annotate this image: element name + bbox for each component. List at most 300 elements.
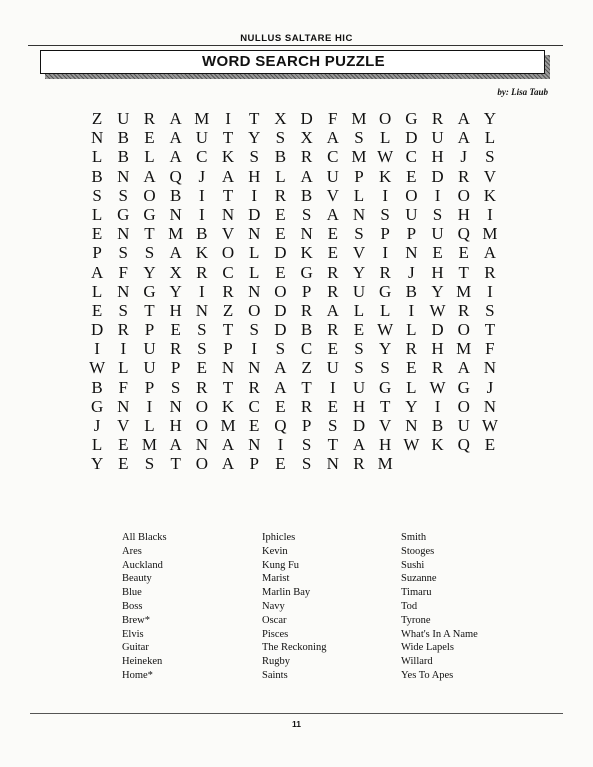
grid-letter: U [326, 358, 339, 378]
grid-letter: P [301, 416, 312, 435]
grid-letter: L [118, 358, 129, 378]
grid-letter: B [274, 147, 287, 167]
grid-letter: X [274, 109, 287, 128]
grid-letter: A [326, 300, 339, 320]
grid-letter: A [352, 435, 366, 455]
grid-letter: G [90, 396, 104, 416]
grid-letter: I [487, 204, 493, 224]
grid-letter: N [326, 454, 339, 474]
grid-letter: I [408, 300, 415, 320]
word-list-item: Marist [262, 573, 290, 585]
grid-letter: I [199, 185, 205, 205]
grid-letter: F [118, 262, 129, 282]
grid-letter: A [326, 128, 339, 148]
grid-letter: R [300, 147, 313, 167]
grid-letter: S [380, 358, 390, 378]
grid-letter: E [196, 358, 208, 378]
grid-letter: W [377, 147, 394, 167]
grid-letter: V [221, 224, 235, 244]
grid-letter: T [327, 435, 338, 455]
grid-letter: U [143, 358, 156, 378]
grid-letter: U [431, 224, 444, 244]
grid-letter: C [248, 396, 260, 416]
grid-letter: B [117, 128, 129, 148]
grid-letter: S [354, 128, 364, 148]
grid-letter: C [222, 262, 234, 282]
grid-letter: J [460, 147, 468, 167]
word-list-item: Rugby [262, 656, 291, 668]
grid-letter: D [274, 243, 287, 263]
grid-letter: D [248, 204, 261, 224]
word-list [122, 531, 541, 683]
grid-letter: P [144, 320, 155, 340]
grid-letter: S [354, 339, 364, 359]
grid-letter: O [143, 185, 156, 205]
grid-letter: B [196, 224, 208, 244]
grid-letter: E [327, 396, 338, 416]
grid-letter: G [143, 204, 156, 224]
grid-letter: A [221, 454, 235, 474]
grid-letter: R [196, 262, 208, 282]
grid-letter: S [249, 147, 259, 167]
grid-letter: L [91, 281, 103, 301]
grid-letter: N [221, 204, 235, 224]
grid-letter: N [169, 204, 182, 224]
grid-letter: W [429, 377, 446, 397]
grid-letter: V [379, 416, 392, 435]
grid-letter: T [222, 185, 234, 205]
grid-letter: R [431, 358, 444, 378]
grid-letter: S [249, 320, 259, 340]
grid-letter: I [382, 243, 388, 263]
grid-letter: M [351, 147, 367, 167]
word-list-item: Blue [122, 587, 142, 599]
grid-letter: A [274, 377, 287, 397]
grid-letter: U [405, 204, 418, 224]
grid-letter: I [251, 339, 258, 359]
word-column [122, 531, 262, 683]
grid-letter: W [89, 358, 106, 378]
grid-letter: I [251, 185, 258, 205]
grid-letter: N [352, 204, 366, 224]
grid-letter: L [379, 128, 391, 148]
grid-letter: P [301, 281, 312, 301]
grid-letter: T [144, 224, 155, 244]
grid-letter: T [301, 377, 312, 397]
grid-letter: G [117, 204, 130, 224]
grid-letter: R [117, 320, 129, 340]
grid-letter: K [195, 243, 208, 263]
grid-letter: H [352, 396, 366, 416]
grid-letter: J [408, 262, 415, 282]
grid-letter: L [379, 300, 391, 320]
grid-letter: A [457, 358, 470, 378]
grid-letter: N [117, 166, 130, 186]
grid-letter: Y [483, 109, 497, 128]
grid-letter: R [300, 300, 313, 320]
grid-letter: V [117, 416, 130, 435]
word-list-item: Home* [122, 669, 153, 681]
grid-letter: E [91, 224, 103, 244]
grid-letter: G [405, 109, 418, 128]
grid-letter: N [117, 281, 130, 301]
grid-letter: O [457, 320, 470, 340]
grid-letter: S [144, 243, 155, 263]
grid-letter: G [379, 281, 392, 301]
grid-letter: S [485, 147, 495, 167]
grid-letter: K [431, 435, 444, 455]
word-list-item: Iphicles [262, 532, 296, 543]
grid-letter: N [117, 224, 130, 244]
word-list-item: Wide Lapels [401, 642, 454, 654]
grid-letter: A [483, 243, 497, 263]
grid-letter: M [220, 416, 236, 435]
word-list-item: Oscar [262, 614, 287, 626]
grid-letter: U [117, 109, 130, 128]
word-list-item: Ares [122, 545, 142, 557]
grid-letter: N [90, 128, 104, 148]
puzzle-title: WORD SEARCH PUZZLE [202, 53, 385, 70]
grid-letter: J [486, 377, 494, 397]
letter-grid [84, 109, 503, 474]
grid-letter: G [300, 262, 313, 282]
grid-letter: C [405, 147, 418, 167]
grid-letter: I [94, 339, 100, 359]
grid-letter: S [432, 204, 443, 224]
page-number: 11 [292, 719, 301, 729]
grid-letter: K [221, 147, 235, 167]
grid-letter: S [170, 377, 181, 397]
grid-letter: N [248, 435, 261, 455]
grid-letter: D [274, 320, 287, 340]
grid-letter: S [118, 185, 129, 205]
grid-letter: C [196, 147, 208, 167]
grid-letter: W [429, 300, 446, 320]
word-list-item: Saints [262, 669, 288, 681]
grid-letter: H [431, 339, 444, 359]
grid-letter: R [248, 377, 260, 397]
grid-letter: A [143, 166, 156, 186]
grid-letter: I [487, 281, 493, 301]
grid-letter: H [379, 435, 392, 455]
grid-letter: G [379, 377, 392, 397]
word-list-item: Willard [401, 656, 433, 668]
grid-letter: V [326, 185, 339, 205]
grid-letter: O [221, 243, 235, 263]
grid-letter: A [169, 147, 182, 167]
word-list-item: Navy [262, 600, 285, 612]
grid-letter: Y [169, 281, 182, 301]
grid-letter: Y [405, 396, 418, 416]
grid-letter: N [300, 224, 313, 244]
grid-letter: L [144, 147, 155, 167]
grid-letter: L [275, 166, 286, 186]
grid-letter: O [195, 416, 208, 435]
grid-letter: D [405, 128, 418, 148]
grid-letter: E [118, 454, 129, 474]
grid-letter: I [225, 109, 231, 128]
grid-letter: H [431, 147, 444, 167]
grid-letter: T [458, 262, 469, 282]
grid-letter: A [169, 435, 182, 455]
grid-letter: T [170, 454, 181, 474]
running-title: NULLUS SALTARE HIC [240, 33, 353, 44]
word-list-item: Suzanne [401, 573, 437, 585]
word-list-item: Stooges [401, 545, 435, 557]
grid-letter: M [456, 339, 472, 359]
grid-letter: E [118, 435, 129, 455]
grid-letter: R [327, 320, 339, 340]
grid-letter: F [118, 377, 129, 397]
grid-letter: E [275, 262, 286, 282]
grid-letter: S [301, 454, 312, 474]
grid-letter: E [275, 454, 286, 474]
grid-letter: I [434, 185, 441, 205]
grid-letter: V [483, 166, 497, 186]
grid-letter: R [327, 262, 339, 282]
word-list-item: Brew* [122, 614, 150, 626]
word-list-item: Boss [122, 600, 143, 612]
grid-letter: P [249, 454, 259, 474]
grid-letter: M [194, 109, 210, 128]
grid-letter: I [120, 339, 127, 359]
grid-letter: R [274, 185, 287, 205]
grid-letter: R [300, 396, 313, 416]
grid-letter: I [382, 185, 388, 205]
grid-letter: E [458, 243, 469, 263]
grid-letter: Z [91, 109, 103, 128]
grid-letter: N [483, 358, 497, 378]
grid-letter: W [481, 416, 498, 435]
grid-letter: M [168, 224, 184, 244]
grid-letter: S [197, 320, 207, 340]
grid-letter: N [248, 358, 261, 378]
grid-letter: A [221, 435, 235, 455]
grid-letter: D [274, 300, 287, 320]
word-list-item: The Reckoning [262, 642, 327, 654]
grid-letter: S [380, 204, 390, 224]
grid-letter: U [352, 377, 366, 397]
footer-rule [30, 713, 563, 714]
grid-letter: L [353, 185, 365, 205]
word-list-item: Tod [401, 600, 418, 612]
grid-letter: U [431, 128, 444, 148]
grid-letter: M [351, 109, 367, 128]
grid-letter: O [405, 185, 418, 205]
grid-letter: E [249, 416, 260, 435]
grid-letter: P [170, 358, 181, 378]
grid-letter: N [248, 224, 261, 244]
word-column [262, 531, 401, 683]
grid-letter: M [377, 454, 393, 474]
grid-letter: C [300, 339, 313, 359]
grid-letter: E [275, 396, 286, 416]
grid-letter: N [405, 243, 418, 263]
grid-letter: P [223, 339, 233, 359]
grid-letter: Y [90, 454, 104, 474]
grid-letter: G [143, 281, 156, 301]
grid-letter: S [144, 454, 155, 474]
grid-letter: A [169, 243, 182, 263]
grid-letter: K [221, 396, 235, 416]
grid-letter: Q [457, 435, 470, 455]
grid-letter: I [277, 435, 284, 455]
grid-letter: N [483, 396, 497, 416]
grid-letter: H [248, 166, 261, 186]
grid-letter: I [329, 377, 336, 397]
grid-letter: C [327, 147, 339, 167]
grid-letter: V [352, 243, 366, 263]
grid-letter: A [274, 358, 287, 378]
grid-letter: A [457, 109, 470, 128]
grid-letter: R [458, 166, 470, 186]
grid-letter: L [406, 377, 417, 397]
word-list-item: Smith [401, 532, 427, 543]
grid-letter: B [169, 185, 182, 205]
grid-letter: B [300, 320, 313, 340]
word-list-item: Kevin [262, 545, 288, 557]
grid-letter: B [431, 416, 444, 435]
grid-letter: L [91, 204, 103, 224]
grid-letter: Y [352, 262, 366, 282]
grid-letter: I [199, 281, 205, 301]
grid-letter: J [198, 166, 206, 186]
grid-letter: Q [457, 224, 470, 244]
grid-letter: L [353, 300, 365, 320]
grid-letter: T [379, 396, 391, 416]
grid-letter: P [354, 166, 364, 186]
grid-letter: A [300, 166, 313, 186]
grid-letter: S [301, 204, 312, 224]
grid-letter: I [146, 396, 153, 416]
word-list-item: Marlin Bay [262, 587, 311, 599]
grid-letter: R [431, 109, 444, 128]
grid-letter: T [222, 128, 234, 148]
grid-letter: E [144, 128, 155, 148]
grid-letter: N [195, 300, 208, 320]
grid-letter: A [221, 166, 235, 186]
author-credit: by: Lisa Taub [497, 87, 548, 97]
grid-letter: S [92, 185, 102, 205]
grid-letter: P [406, 224, 417, 244]
word-list-item: Beauty [122, 573, 152, 585]
grid-letter: T [484, 320, 496, 340]
word-list-item: All Blacks [122, 532, 167, 543]
grid-letter: K [483, 185, 497, 205]
grid-letter: X [300, 128, 313, 148]
grid-letter: O [195, 454, 208, 474]
grid-letter: A [169, 128, 182, 148]
grid-letter: F [485, 339, 495, 359]
grid-letter: F [328, 109, 338, 128]
grid-letter: S [197, 339, 207, 359]
grid-letter: N [248, 281, 261, 301]
grid-letter: L [249, 243, 260, 263]
grid-letter: E [484, 435, 496, 455]
grid-letter: H [169, 300, 182, 320]
grid-letter: R [458, 300, 470, 320]
grid-letter: M [456, 281, 472, 301]
grid-letter: K [379, 166, 392, 186]
grid-letter: O [379, 109, 392, 128]
grid-letter: R [143, 109, 156, 128]
grid-letter: X [169, 262, 182, 282]
grid-letter: R [327, 281, 339, 301]
grid-letter: N [195, 435, 208, 455]
grid-letter: N [169, 396, 182, 416]
grid-letter: A [457, 128, 470, 148]
grid-letter: L [144, 416, 155, 435]
grid-letter: P [92, 243, 102, 263]
grid-letter: S [485, 300, 495, 320]
grid-letter: A [169, 109, 182, 128]
grid-letter: Z [301, 358, 312, 378]
grid-letter: A [90, 262, 104, 282]
word-list-item: Sushi [401, 559, 425, 571]
grid-letter: R [169, 339, 182, 359]
grid-letter: D [90, 320, 104, 340]
word-list-item: Auckland [122, 559, 163, 571]
grid-letter: D [431, 166, 444, 186]
grid-letter: B [91, 166, 103, 186]
grid-letter: N [117, 396, 130, 416]
grid-letter: A [326, 204, 339, 224]
grid-letter: M [141, 435, 158, 455]
word-list-item: Guitar [122, 642, 149, 654]
grid-letter: S [328, 416, 338, 435]
word-list-item: Heineken [122, 656, 163, 668]
header-rule [28, 45, 563, 46]
grid-letter: I [434, 396, 441, 416]
grid-letter: E [91, 300, 103, 320]
grid-letter: S [118, 300, 129, 320]
grid-letter: H [457, 204, 470, 224]
grid-letter: R [379, 262, 391, 282]
grid-letter: E [353, 320, 365, 340]
grid-letter: W [377, 320, 394, 340]
grid-letter: S [118, 243, 129, 263]
grid-letter: O [457, 185, 470, 205]
grid-letter: D [300, 109, 313, 128]
grid-letter: P [144, 377, 155, 397]
word-column [401, 531, 541, 683]
grid-letter: H [431, 262, 444, 282]
grid-letter: L [484, 128, 496, 148]
grid-letter: B [405, 281, 418, 301]
word-list-item: Timaru [401, 587, 432, 599]
grid-letter: R [353, 454, 365, 474]
grid-letter: O [274, 281, 287, 301]
grid-letter: U [143, 339, 156, 359]
grid-letter: E [406, 358, 417, 378]
grid-letter: S [275, 339, 286, 359]
grid-letter: U [352, 281, 366, 301]
grid-letter: P [380, 224, 390, 244]
grid-letter: S [354, 358, 364, 378]
grid-letter: E [432, 243, 443, 263]
grid-letter: S [275, 128, 286, 148]
grid-letter: E [327, 339, 338, 359]
grid-letter: E [275, 204, 286, 224]
grid-letter: B [117, 147, 129, 167]
grid-letter: D [352, 416, 366, 435]
grid-letter: W [403, 435, 420, 455]
word-list-item: Yes To Apes [401, 669, 454, 681]
grid-letter: Z [222, 300, 234, 320]
grid-letter: L [91, 147, 103, 167]
grid-letter: L [249, 262, 260, 282]
grid-letter: Y [248, 128, 261, 148]
